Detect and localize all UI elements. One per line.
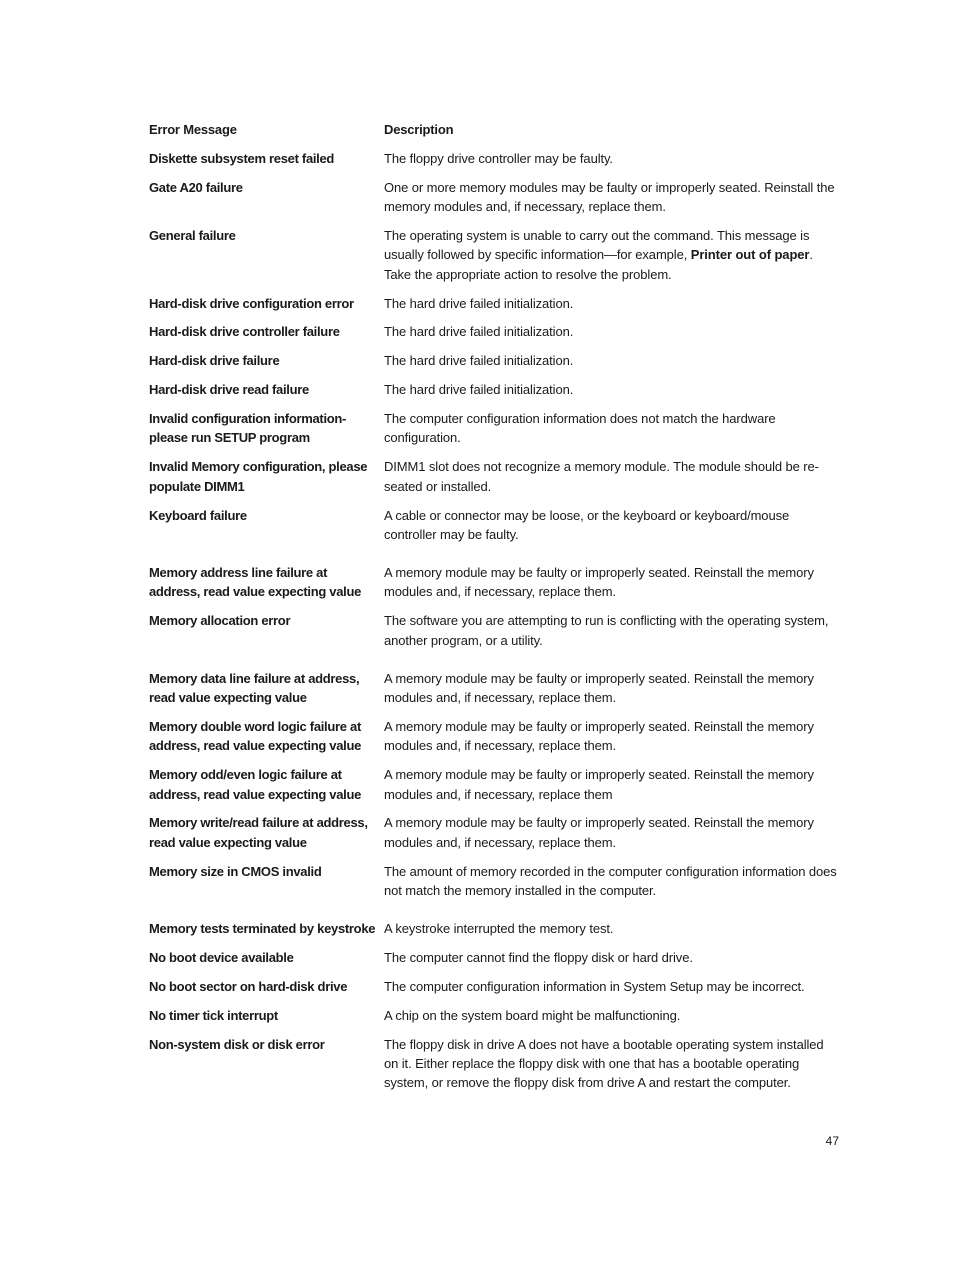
error-message: Invalid Memory configuration, please populate DIMM1: [149, 459, 368, 494]
description-text: . Take the appropriate action to resolve the problem.: [384, 247, 813, 282]
table-row: [149, 563, 839, 611]
table-row: [149, 226, 839, 293]
error-message: Non-system disk or disk error: [149, 1036, 325, 1052]
page-number: 47: [825, 1134, 839, 1148]
column-header-error-message: Error Message: [149, 122, 237, 137]
table-row: [149, 977, 839, 1006]
table-row: [149, 611, 839, 669]
error-message: Memory data line failure at address, read value expecting value: [149, 670, 360, 706]
error-description: The computer configuration information in System Setup may be incorrect.: [384, 979, 805, 994]
table-row: [149, 409, 839, 457]
error-message: Memory write/read failure at address, read value expecting value: [149, 815, 368, 850]
table-row: [149, 765, 839, 813]
error-description: A keystroke interrupted the memory test.: [384, 921, 614, 937]
error-message: No boot sector on hard-disk drive: [149, 979, 348, 994]
table-row: [149, 506, 839, 564]
table-row: [149, 457, 839, 505]
error-description: The floppy disk in drive A does not have a bootable operating system installed on it. Either replace the floppy disk with one that has a bootable operating system, or remove the floppy disk from drive A and restart the computer.: [384, 1036, 824, 1091]
error-description: One or more memory modules may be faulty or improperly seated. Reinstall the memory modules and, if necessary, replace them.: [384, 179, 835, 215]
table-row: [149, 1035, 839, 1102]
table-row: [149, 919, 839, 948]
error-message: Diskette subsystem reset failed: [149, 151, 335, 166]
error-message: No boot device available: [149, 950, 294, 966]
error-description: DIMM1 slot does not recognize a memory module. The module should be re-seated or installed.: [384, 459, 819, 494]
error-description: A memory module may be faulty or improperly seated. Reinstall the memory modules and, if necessary, replace them.: [384, 719, 814, 754]
error-message: Hard-disk drive read failure: [149, 382, 309, 398]
error-description: A memory module may be faulty or improperly seated. Reinstall the memory modules and, if necessary, replace them.: [384, 670, 814, 706]
error-message: Memory double word logic failure at address, read value expecting value: [149, 719, 362, 754]
error-message: Invalid configuration information-please run SETUP program: [149, 411, 347, 446]
error-message: No timer tick interrupt: [149, 1007, 278, 1023]
error-message: Memory odd/even logic failure at address, read value expecting value: [149, 767, 362, 802]
error-message: Keyboard failure: [149, 507, 247, 523]
error-description: The floppy drive controller may be faulty.: [384, 151, 613, 166]
error-description: The computer configuration information does not match the hardware configuration.: [384, 411, 776, 446]
column-header-description: Description: [384, 122, 454, 137]
table-row: [149, 669, 839, 717]
error-description: A cable or connector may be loose, or the keyboard or keyboard/mouse controller may be faulty.: [384, 507, 790, 542]
error-message: Hard-disk drive failure: [149, 353, 280, 369]
table-row: [149, 717, 839, 765]
table-header-row: [149, 120, 839, 149]
error-description: The computer cannot find the floppy disk or hard drive.: [384, 950, 693, 966]
table-row: [149, 813, 839, 861]
error-message-table: [149, 120, 839, 1102]
table-row: [149, 1006, 839, 1035]
error-description: The hard drive failed initialization.: [384, 353, 574, 369]
table-row: [149, 178, 839, 226]
error-description: A memory module may be faulty or improperly seated. Reinstall the memory modules and, if necessary, replace them.: [384, 565, 814, 600]
error-description: A memory module may be faulty or improperly seated. Reinstall the memory modules and, if necessary, replace them.: [384, 815, 814, 850]
error-message: Memory tests terminated by keystroke: [149, 921, 376, 937]
table-row: [149, 322, 839, 351]
error-message: General failure: [149, 228, 236, 244]
error-message: Memory address line failure at address, read value expecting value: [149, 565, 362, 600]
table-row: [149, 948, 839, 977]
table-row: [149, 862, 839, 920]
error-description: [384, 226, 839, 293]
table-row: [149, 294, 839, 323]
error-description: The software you are attempting to run is conflicting with the operating system, another program, or a utility.: [384, 613, 829, 648]
table-row: [149, 149, 839, 178]
table-row: [149, 380, 839, 409]
error-description: A chip on the system board might be malfunctioning.: [384, 1007, 681, 1023]
table-row: [149, 351, 839, 380]
error-description: The hard drive failed initialization.: [384, 382, 574, 398]
error-description: The amount of memory recorded in the computer configuration information does not match the memory installed in the computer.: [384, 863, 837, 898]
error-description: The hard drive failed initialization.: [384, 295, 574, 311]
error-message: Gate A20 failure: [149, 179, 243, 195]
error-message: Hard-disk drive configuration error: [149, 295, 354, 311]
error-description: A memory module may be faulty or improperly seated. Reinstall the memory modules and, if necessary, replace them: [384, 767, 814, 802]
error-message: Hard-disk drive controller failure: [149, 324, 340, 340]
error-message: Memory allocation error: [149, 613, 291, 629]
description-emphasis: Printer out of paper: [690, 247, 810, 263]
description-text: The operating system is unable to carry out the command. This message is usually followed by specific information—for example,: [384, 228, 810, 263]
error-description: The hard drive failed initialization.: [384, 324, 574, 340]
error-message: Memory size in CMOS invalid: [149, 863, 322, 879]
